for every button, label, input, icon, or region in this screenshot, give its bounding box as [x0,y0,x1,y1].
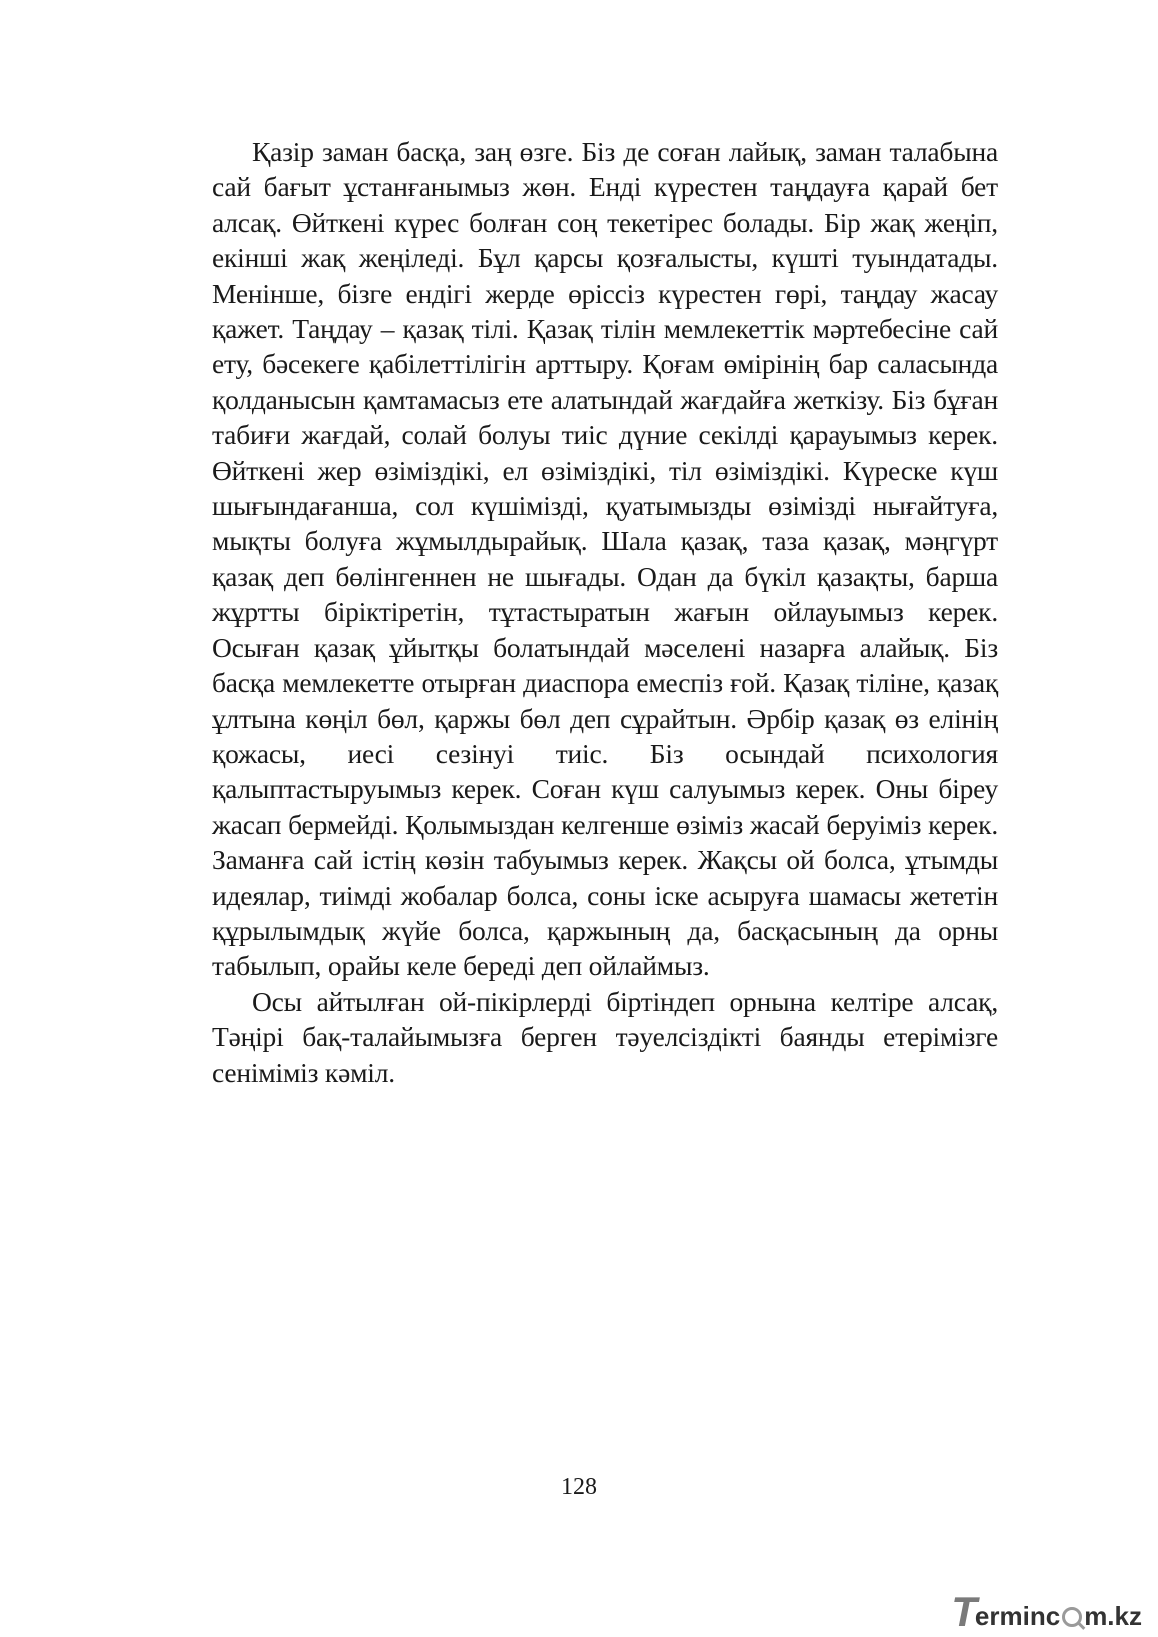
magnifier-icon [1062,1607,1082,1627]
watermark-text-c: c [1045,1601,1061,1631]
page-number: 128 [561,1474,597,1500]
paragraph-1: Қазір заман басқа, заң өзге. Біз де соған лайық, заман талабына сай бағыт ұстанғанымыз жөн. Енді күрестен таңдауға қарай бет алсақ. Өйткені күрес болған соң текетірес болады. Бір жақ жеңіп, екінші жақ жеңіледі. Бұл қарсы қозғалысты, күшті туындатады. Менінше, бізге ендігі жерде өріссіз күрестен гөрі, таңдау жасау қажет. Таңдау – қазақ тілі. Қазақ тілін мемлекеттік мәртебесіне сай ету, бәсекеге қабілеттілігін арттыру. Қоғам өмірінің бар саласында қолданысын қамтамасыз ете алатындай жағдайға жеткізу. Біз бұған табиғи жағдай, солай болуы тиіс дүние секілді қарауымыз керек. Өйткені жер өзіміздікі, ел өзіміздікі, тіл өзіміздікі. Күреске күш шығындағанша, сол күшімізді, қуатымызды өзімізді нығайтуға, мықты болуға жұмылдырайық. Шала қазақ, таза қазақ, мәңгүрт қазақ деп бөлінгеннен не шығады. Одан да бүкіл қазақты, барша жұртты біріктіретін, тұтастыратын жағын ойлауымыз керек. Осыған қазақ ұйытқы болатындай мәселені назарға алайық. Біз басқа мемлекетте отырған диаспора емеспіз ғой. Қазақ тіліне, қазақ ұлтына көңіл бөл, қаржы бөл деп сұрайтын. Әрбір қазақ өз елінің қожасы, иесі сезінуі тиіс. Біз осындай психология қалыптастыруымыз керек. Соған күш салуымыз керек. Оны біреу жасап бермейді. Қолымыздан келгенше өзіміз жасай беруіміз керек. Заманға сай істің көзін табуымыз керек. Жақсы ой болса, ұтымды идеялар, тиімді жобалар болса, соны іске асыруға шамасы жететін құрылымдық жүйе болса, қаржының да, басқасының да орны табылып, орайы келе береді деп ойлаймыз. [212,136,998,982]
watermark-letter-t: T [951,1588,977,1635]
watermark-text-middle: ermin [974,1601,1046,1631]
body-text [212,134,998,1090]
watermark-text-end: m.kz [1084,1601,1142,1631]
paragraph-2: Осы айтылған ой-пікірлерді біртіндеп орнына келтіре алсақ, Тәңірі бақ-талайымызға берген тәуелсіздікті баянды етерімізге сеніміміз кәміл. [212,985,998,1088]
termincom-watermark-logo [951,1588,1142,1635]
